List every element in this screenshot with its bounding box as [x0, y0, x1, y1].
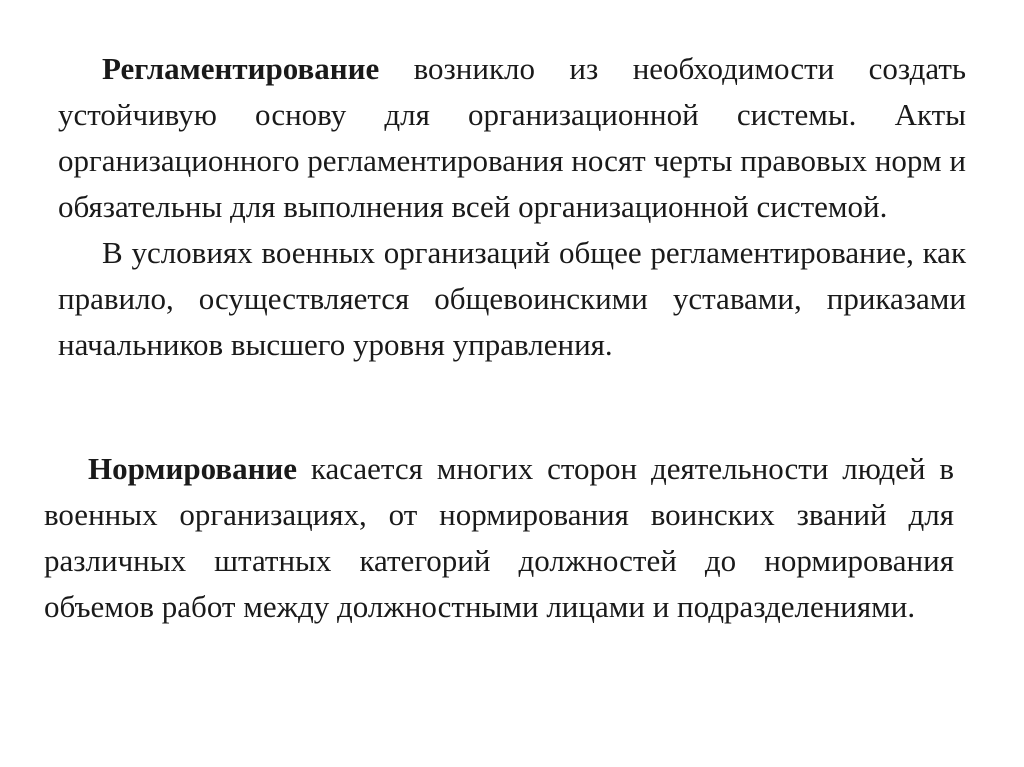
regulation-paragraph-1-text: возникло из необходимости создать устойчивую основу для организационной системы. Акты организационного регламентирования носят черты правовых норм и обязательны для выполнения всей организационной системой. — [58, 51, 966, 224]
regulation-paragraph-2-text: В условиях военных организаций общее регламентирование, как правило, осуществляется общевоинскими уставами, приказами начальников высшего уровня управления. — [58, 235, 966, 362]
regulation-section — [58, 46, 966, 368]
norming-paragraph-1 — [44, 446, 954, 630]
norming-term: Нормирование — [88, 451, 298, 486]
regulation-paragraph-1 — [58, 46, 966, 230]
regulation-term: Регламентирование — [102, 51, 380, 86]
norming-section — [44, 446, 954, 630]
regulation-paragraph-2 — [58, 230, 966, 368]
norming-paragraph-1-text: касается многих сторон деятельности людей в военных организациях, от нормирования воинских званий для различных штатных категорий должностей до нормирования объемов работ между должностными лицами и подразделениями. — [44, 451, 954, 624]
